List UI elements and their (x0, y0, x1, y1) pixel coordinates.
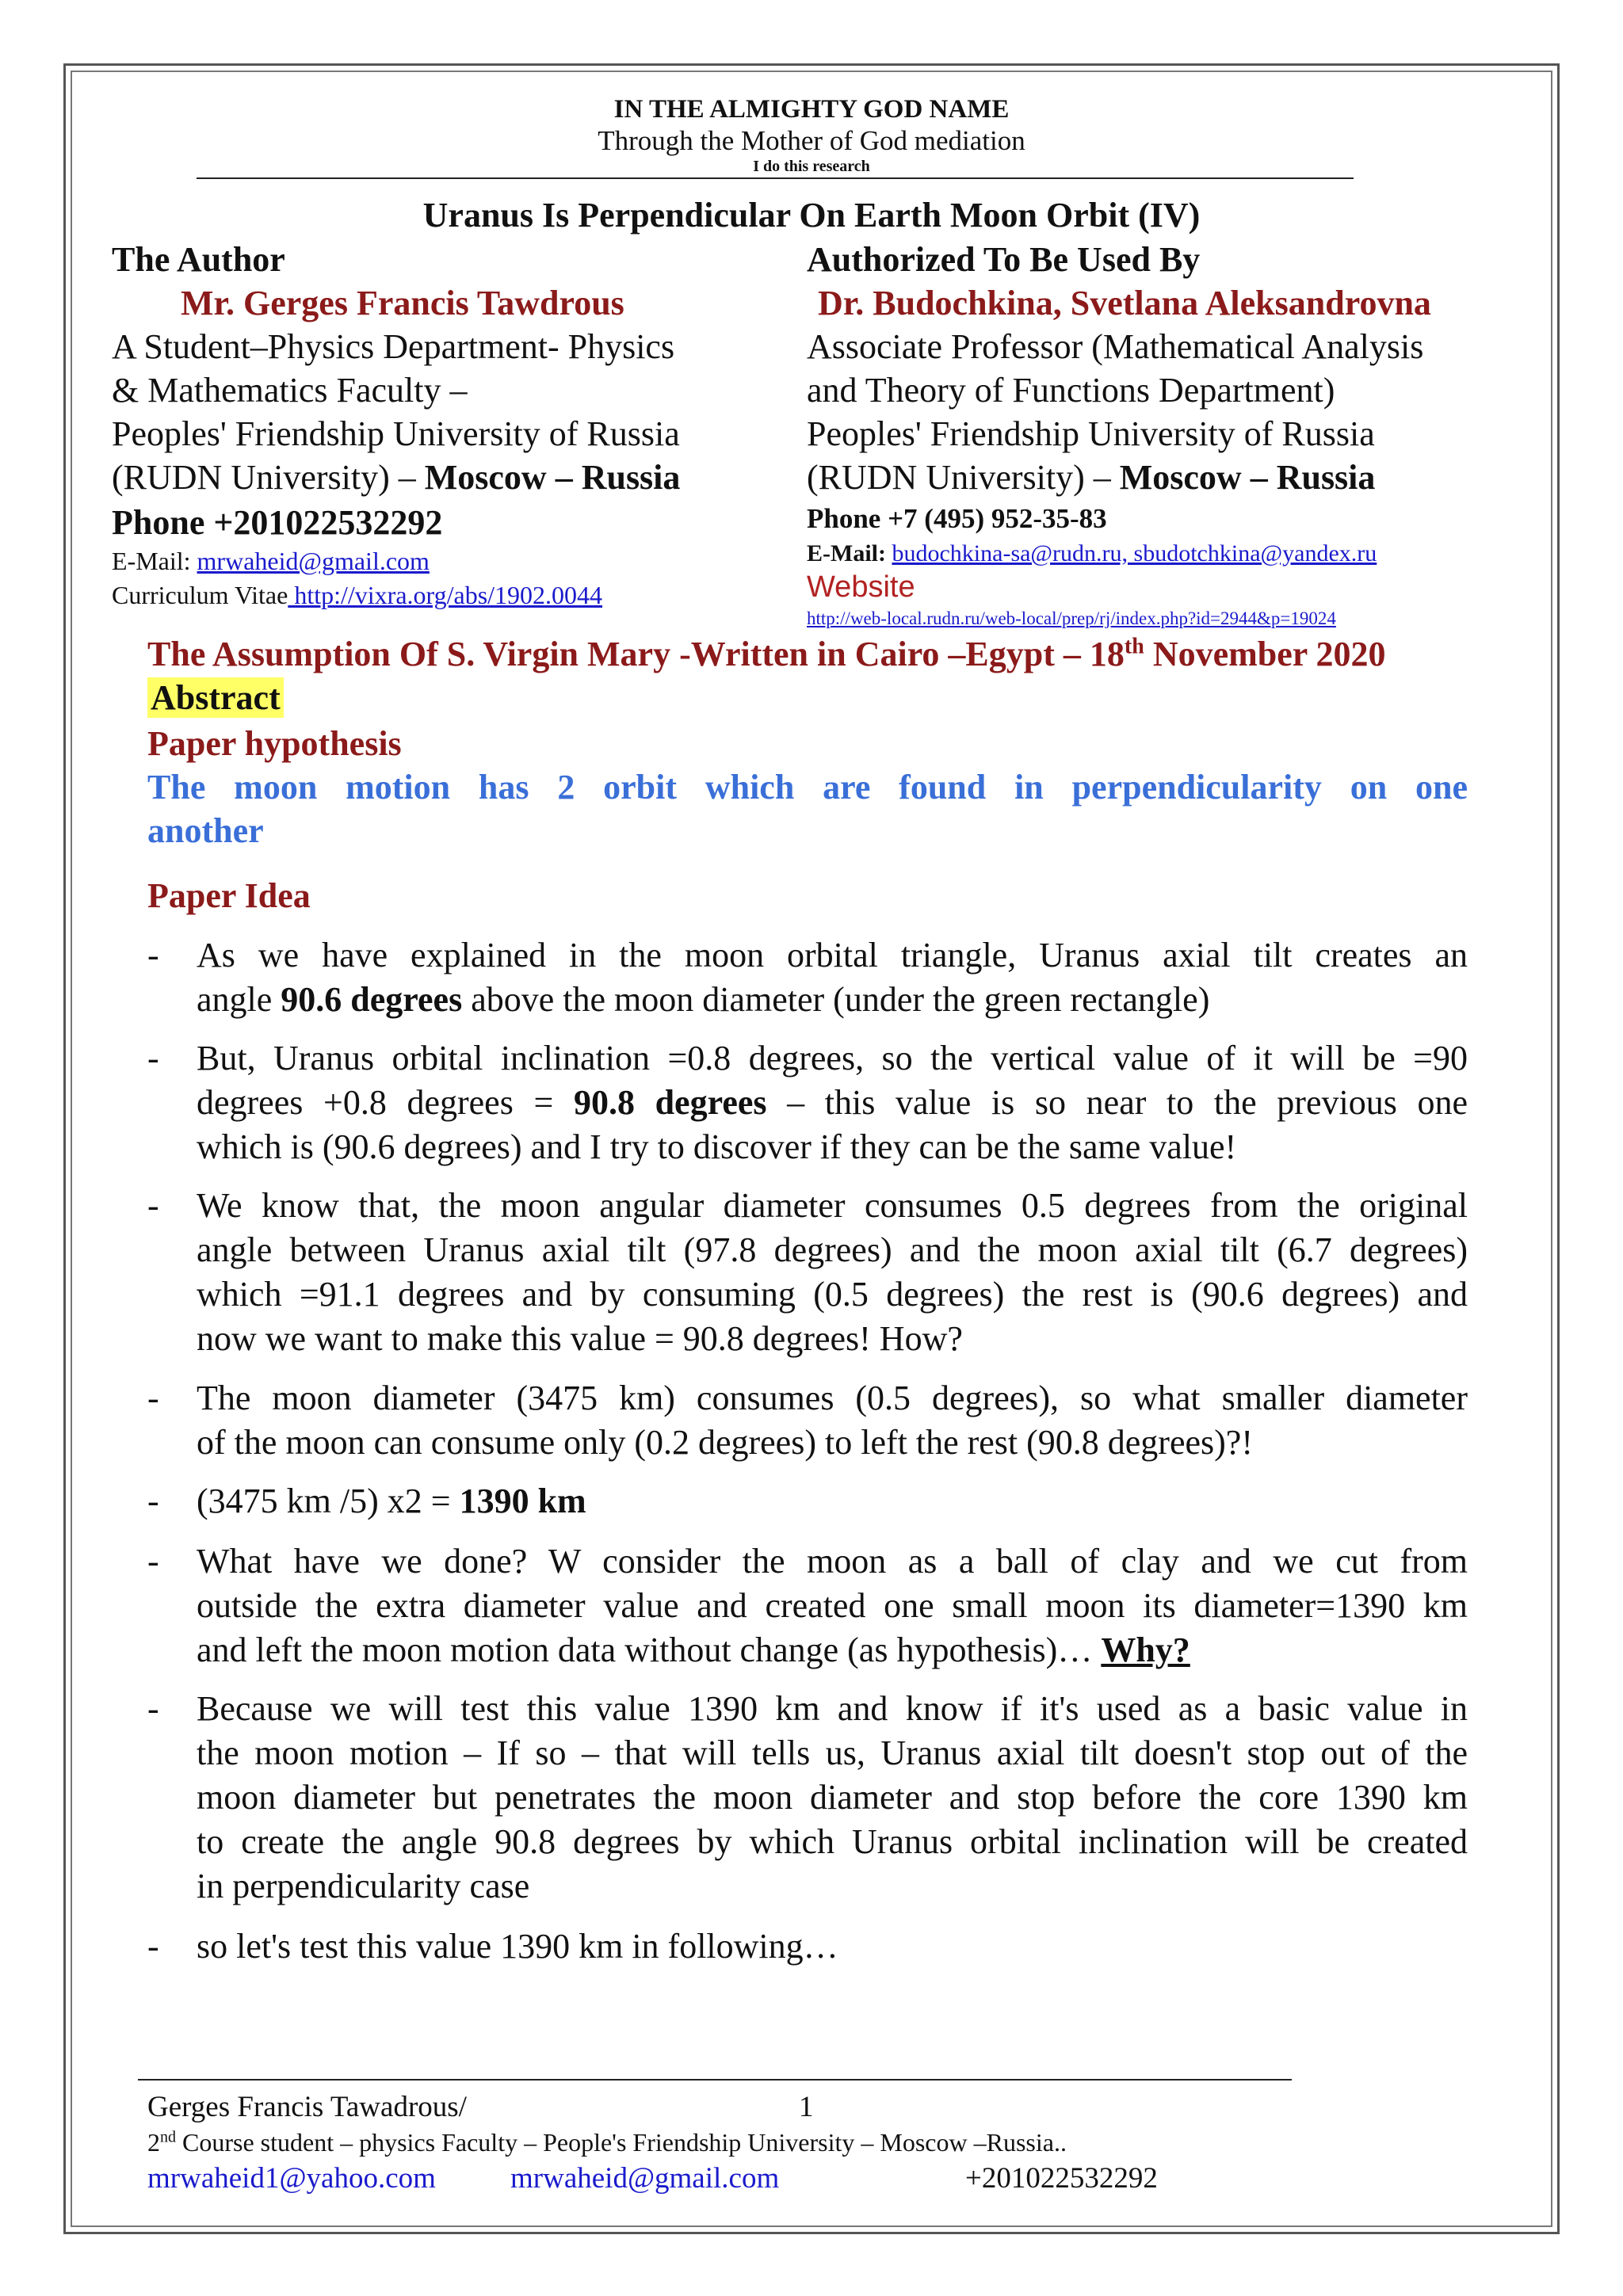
footer-email-1[interactable]: mrwaheid1@yahoo.com (147, 2162, 436, 2195)
dateline: The Assumption Of S. Virgin Mary -Written in Cairo –Egypt – 18th November 2020 (147, 634, 1386, 673)
hypothesis-text-line-1: The moon motion has 2 orbit which are found in perpendicularity on one (147, 768, 1468, 807)
authorized-affiliation-2: and Theory of Functions Department) (807, 371, 1335, 410)
abstract-label: Abstract (147, 677, 284, 718)
footer-author: Gerges Francis Tawadrous/ (147, 2091, 467, 2123)
authorized-name: Dr. Budochkina, Svetlana Aleksandrovna (818, 284, 1431, 322)
header-invocation: IN THE ALMIGHTY GOD NAME (613, 95, 1010, 124)
authorized-phone: Phone +7 (495) 952-35-83 (807, 503, 1107, 534)
author-heading: The Author (112, 240, 285, 279)
bullet-3: We know that, the moon angular diameter consumes 0.5 degrees from the original angle between Uranus axial tilt (97.8 degrees) and the moon axial tilt (6.7 degrees) which =91.1 degrees and by consuming (0.5 degrees) the rest is (90.6 degrees) and now we want to make this value = 90.8 degrees! How? (197, 1186, 1468, 1358)
author-cv-line: Curriculum Vitae http://vixra.org/abs/1902.0044 (112, 581, 603, 609)
bullet-4: The moon diameter (3475 km) consumes (0.5 degrees), so what smaller diameter of the moon can consume only (0.2 degrees) to left the rest (90.8 degrees)?! (197, 1379, 1468, 1462)
authorized-affiliation-1: Associate Professor (Mathematical Analysis (807, 327, 1424, 366)
footer-rule (138, 2079, 1292, 2081)
author-cv-link[interactable]: http://vixra.org/abs/1902.0044 (288, 581, 603, 609)
author-email-link[interactable]: mrwaheid@gmail.com (197, 547, 430, 575)
author-email-line: E-Mail: mrwaheid@gmail.com (112, 547, 430, 575)
bullet-dash: - (147, 1379, 159, 1417)
header-mediation: Through the Mother of God mediation (598, 125, 1025, 156)
bullet-1: As we have explained in the moon orbital triangle, Uranus axial tilt creates an angle 90.6 degrees above the moon diameter (under the green rectangle) (197, 936, 1468, 1019)
authorized-affiliation-3: Peoples' Friendship University of Russia (807, 414, 1375, 453)
bullet-2: But, Uranus orbital inclination =0.8 degrees, so the vertical value of it will be =90 degrees +0.8 degrees = 90.8 degrees – this value is so near to the previous one which is (90.6 degrees) and I try to discover if they can be the same value! (197, 1039, 1468, 1166)
bullet-8: so let's test this value 1390 km in following… (197, 1927, 838, 1966)
author-affiliation-1: A Student–Physics Department- Physics (112, 327, 675, 366)
bullet-dash: - (147, 936, 159, 974)
bullet-dash: - (147, 1689, 159, 1728)
footer-course: 2nd Course student – physics Faculty – People's Friendship University – Moscow –Russia.. (147, 2128, 1067, 2157)
hypothesis-label: Paper hypothesis (147, 724, 402, 763)
bullet-dash: - (147, 1927, 159, 1966)
authorized-email-line: E-Mail: budochkina-sa@rudn.ru, sbudotchkina@yandex.ru (807, 540, 1377, 566)
bullet-dash: - (147, 1542, 159, 1581)
footer-phone: +201022532292 (965, 2162, 1158, 2195)
bullet-6: What have we done? W consider the moon as a ball of clay and we cut from outside the extra diameter value and created one small moon its diameter=1390 km and left the moon motion data without change (as hypothesis)… Why? (197, 1542, 1468, 1669)
authorized-website-link[interactable]: http://web-local.rudn.ru/web-local/prep/rj/index.php?id=2944&p=19024 (807, 608, 1336, 628)
footer-email-2[interactable]: mrwaheid@gmail.com (510, 2162, 780, 2195)
header-research-note: I do this research (753, 158, 870, 175)
bullet-7: Because we will test this value 1390 km and know if it's used as a basic value in the moon motion – If so – that will tells us, Uranus axial tilt doesn't stop out of the moon diameter but penetrates the moon diameter and stop before the core 1390 km to create the angle 90.8 degrees by which Uranus orbital inclination will be created in perpendicularity case (197, 1689, 1468, 1905)
footer-page-number: 1 (799, 2091, 814, 2123)
authorized-email-link[interactable]: budochkina-sa@rudn.ru, sbudotchkina@yandex.ru (892, 540, 1377, 566)
bullet-5: (3475 km /5) x2 = 1390 km (197, 1482, 586, 1520)
authorized-website-label: Website (807, 570, 915, 604)
bullet-dash: - (147, 1039, 159, 1077)
author-affiliation-3: Peoples' Friendship University of Russia (112, 414, 680, 453)
authorized-heading: Authorized To Be Used By (807, 240, 1201, 279)
author-phone: Phone +201022532292 (112, 503, 443, 542)
author-affiliation-2: & Mathematics Faculty – (112, 371, 468, 410)
paper-idea-label: Paper Idea (147, 876, 311, 915)
author-affiliation-4: (RUDN University) – Moscow – Russia (112, 458, 681, 497)
bullet-dash: - (147, 1186, 159, 1225)
authorized-affiliation-4: (RUDN University) – Moscow – Russia (807, 458, 1376, 497)
bullet-dash: - (147, 1482, 159, 1520)
hypothesis-text-line-2: another (147, 811, 264, 850)
paper-title: Uranus Is Perpendicular On Earth Moon Orbit (IV) (422, 196, 1201, 235)
header-rule (197, 177, 1354, 179)
author-name: Mr. Gerges Francis Tawdrous (181, 284, 624, 322)
